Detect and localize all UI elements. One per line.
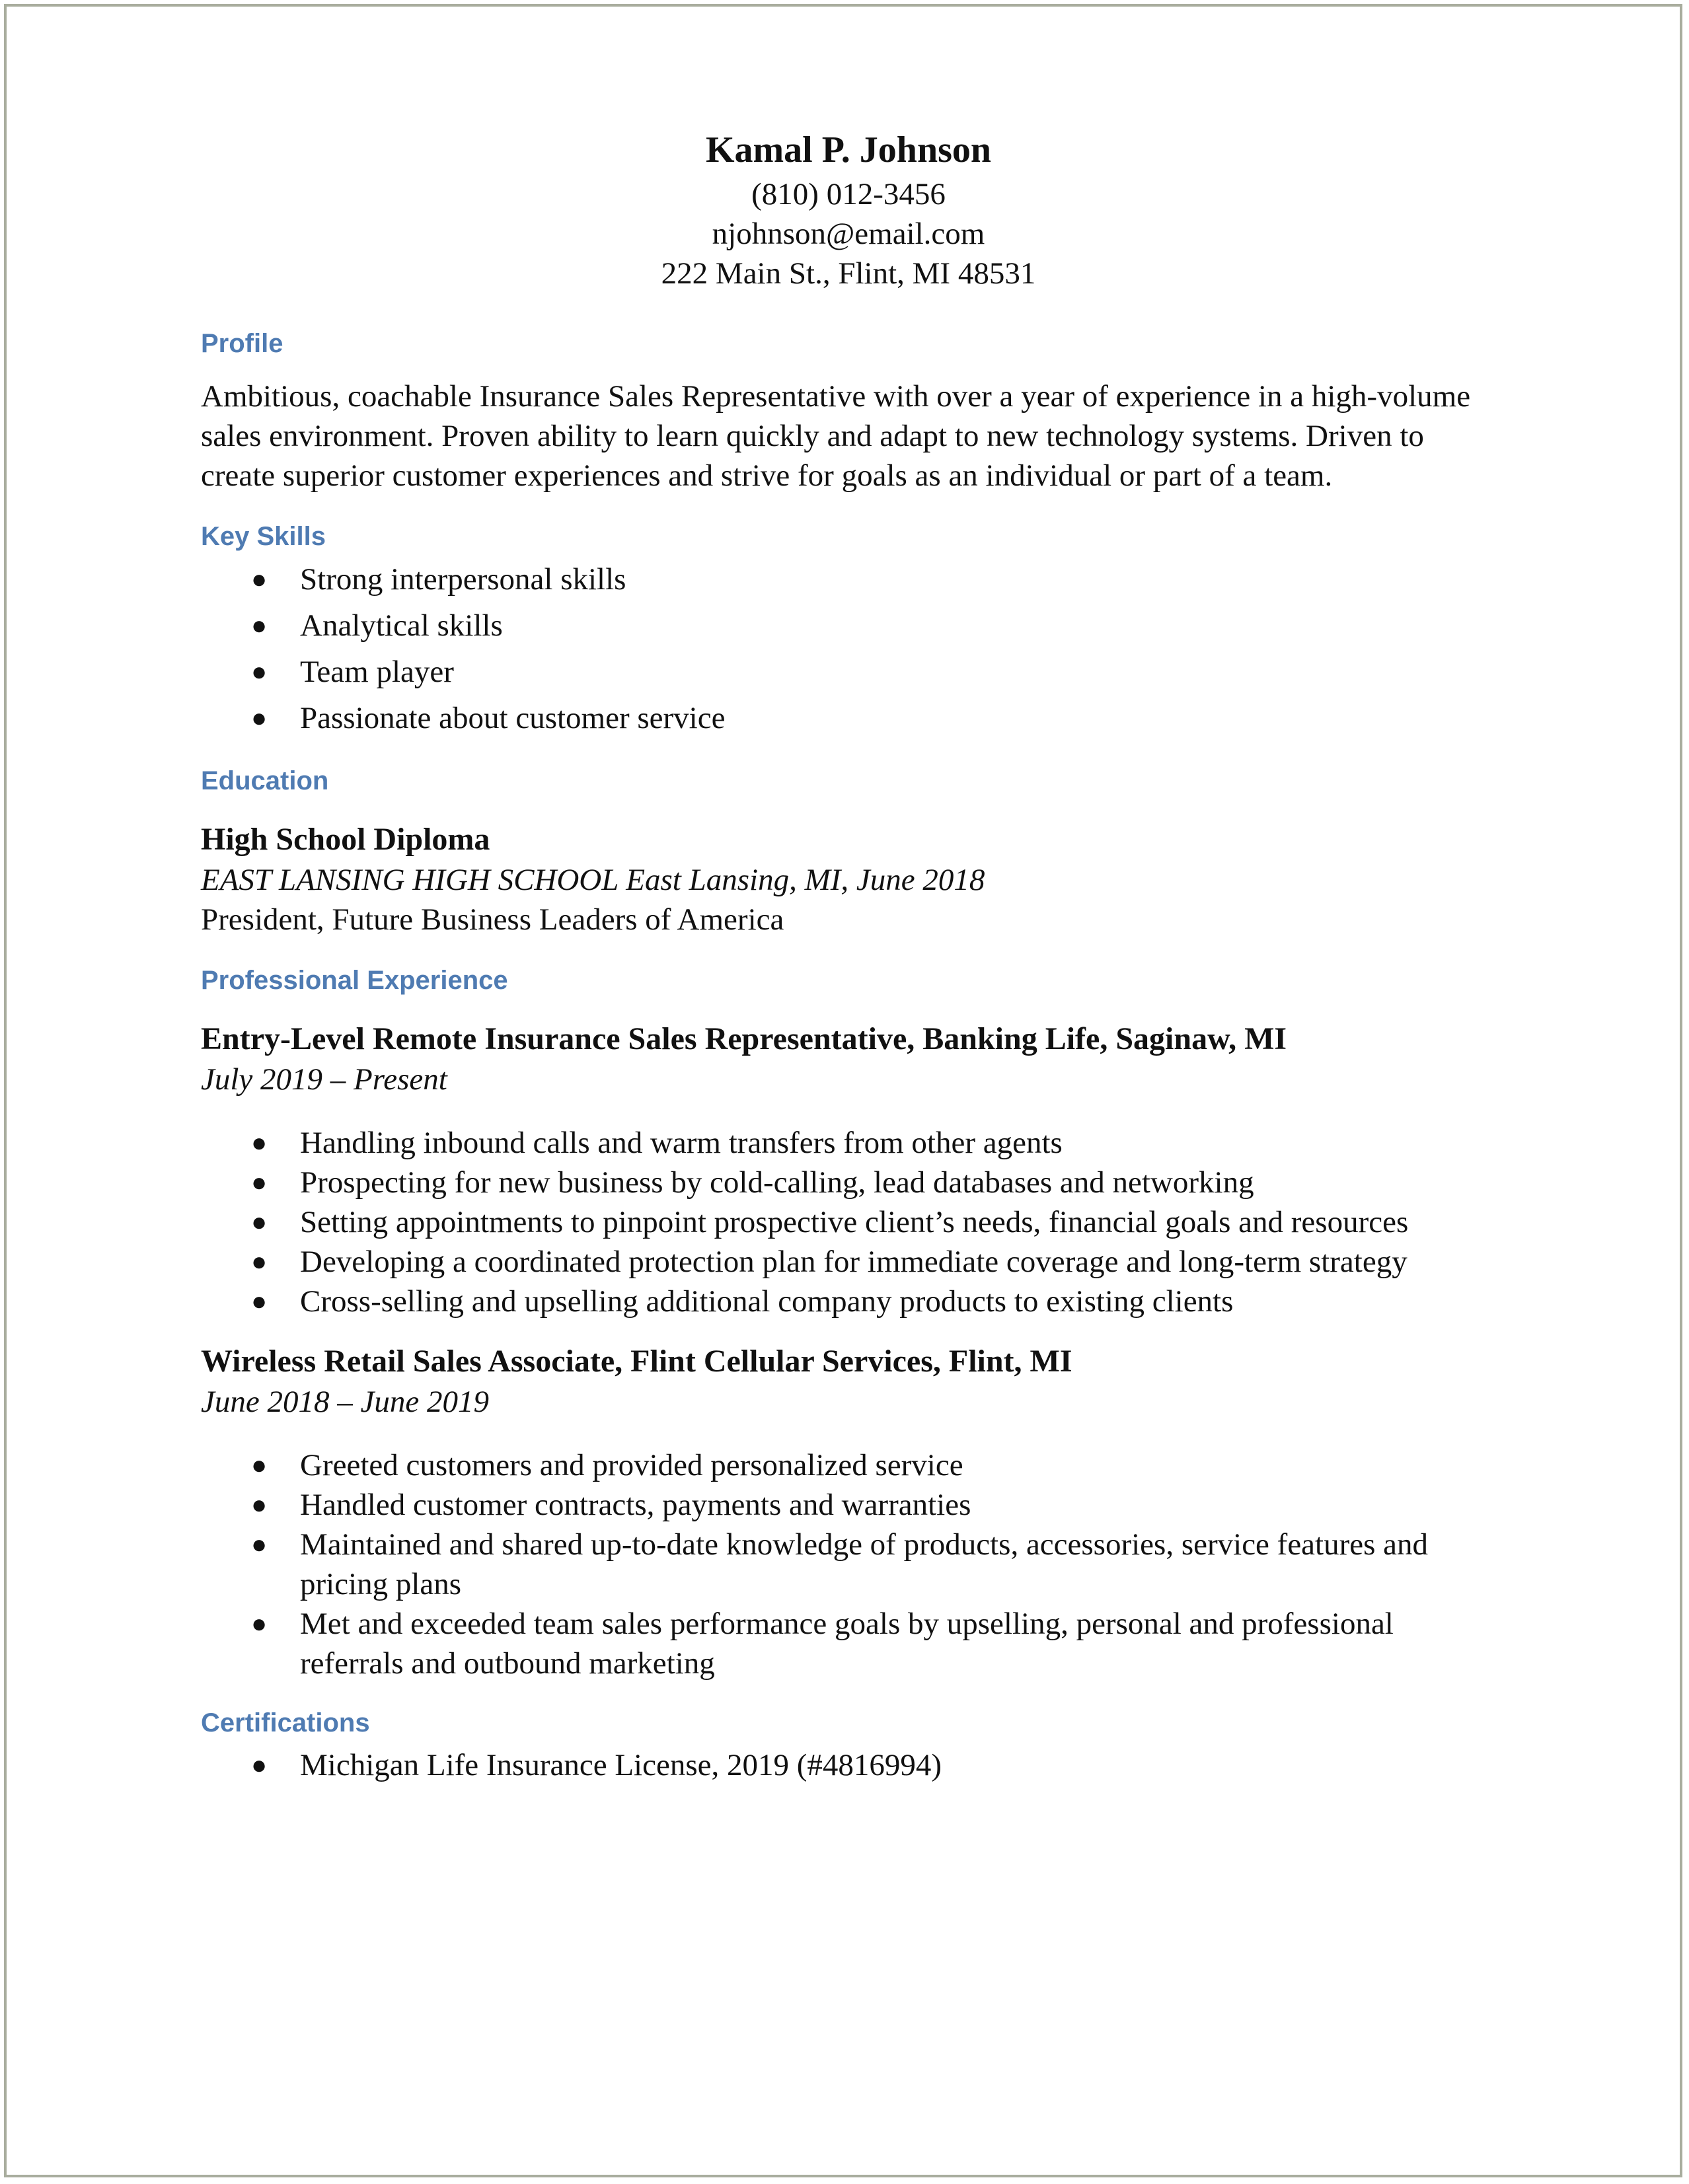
certifications-heading: Certifications	[201, 1708, 370, 1737]
job-dates: July 2019 – Present	[201, 1062, 447, 1097]
bullet-icon: ●	[251, 1286, 268, 1316]
skill-text: Analytical skills	[300, 608, 503, 643]
job-duties-list	[201, 1123, 1496, 1321]
skill-text: Team player	[300, 655, 454, 689]
duty-text: Developing a coordinated protection plan for immediate coverage and long-term strategy	[300, 1245, 1408, 1279]
education-section	[201, 764, 1496, 939]
bullet-icon: ●	[251, 1167, 268, 1197]
list-item	[201, 1604, 1496, 1683]
duty-text: Cross-selling and upselling additional company products to existing clients	[300, 1284, 1234, 1319]
job-duties-list	[201, 1445, 1496, 1683]
bullet-icon: ●	[251, 564, 268, 594]
duty-text: Maintained and shared up-to-date knowledge of products, accessories, service features and pricing plans	[300, 1527, 1429, 1601]
job-dates: June 2018 – June 2019	[201, 1385, 489, 1419]
resume-header	[201, 126, 1496, 293]
list-item	[201, 1745, 1496, 1785]
certifications-list	[201, 1745, 1496, 1785]
list-item	[201, 1242, 1496, 1282]
bullet-icon: ●	[251, 657, 268, 686]
profile-heading: Profile	[201, 329, 283, 358]
duty-text: Setting appointments to pinpoint prospective client’s needs, financial goals and resources	[300, 1205, 1409, 1239]
job-entry	[201, 1341, 1496, 1683]
bullet-icon: ●	[251, 1450, 268, 1480]
bullet-icon: ●	[251, 703, 268, 733]
bullet-icon: ●	[251, 1750, 268, 1780]
duty-text: Handling inbound calls and warm transfers from other agents	[300, 1126, 1063, 1160]
list-item	[201, 1163, 1496, 1202]
degree-title: High School Diploma	[201, 822, 490, 857]
list-item	[201, 1123, 1496, 1163]
skills-list	[201, 556, 1496, 741]
bullet-icon: ●	[251, 1128, 268, 1157]
list-item	[201, 1202, 1496, 1242]
experience-heading: Professional Experience	[201, 966, 508, 995]
job-title: Wireless Retail Sales Associate, Flint Cellular Services, Flint, MI	[201, 1344, 1072, 1379]
phone-number: (810) 012-3456	[751, 177, 946, 211]
list-item	[201, 695, 1496, 741]
skills-heading: Key Skills	[201, 522, 326, 551]
education-heading: Education	[201, 766, 329, 795]
profile-section	[201, 326, 1496, 495]
list-item	[201, 1445, 1496, 1485]
list-item	[201, 602, 1496, 649]
experience-section	[201, 963, 1496, 1683]
bullet-icon: ●	[251, 1207, 268, 1237]
school-line: EAST LANSING HIGH SCHOOL East Lansing, MI, June 2018	[201, 863, 985, 897]
list-item	[201, 1525, 1496, 1604]
duty-text: Greeted customers and provided personalized service	[300, 1448, 963, 1482]
education-note: President, Future Business Leaders of America	[201, 902, 784, 937]
bullet-icon: ●	[251, 1247, 268, 1276]
street-address: 222 Main St., Flint, MI 48531	[661, 256, 1036, 291]
resume-document	[201, 126, 1496, 1785]
email-address: njohnson@email.com	[712, 217, 985, 251]
job-title: Entry-Level Remote Insurance Sales Representative, Banking Life, Saginaw, MI	[201, 1021, 1287, 1056]
job-entry	[201, 1019, 1496, 1321]
duty-text: Met and exceeded team sales performance goals by upselling, personal and professional referrals and outbound marketing	[300, 1607, 1394, 1681]
profile-text: Ambitious, coachable Insurance Sales Representative with over a year of experience in a high-volume sales environment. Proven ability to learn quickly and adapt to new technology systems. Driven to create superior customer experiences and strive for goals as an individual or part of a team.	[201, 379, 1471, 493]
certification-text: Michigan Life Insurance License, 2019 (#4816994)	[300, 1748, 942, 1782]
duty-text: Handled customer contracts, payments and warranties	[300, 1488, 971, 1522]
list-item	[201, 556, 1496, 602]
bullet-icon: ●	[251, 1490, 268, 1519]
candidate-name: Kamal P. Johnson	[705, 129, 992, 170]
bullet-icon: ●	[251, 610, 268, 640]
bullet-icon: ●	[251, 1609, 268, 1638]
skill-text: Strong interpersonal skills	[300, 562, 626, 597]
certifications-section	[201, 1706, 1496, 1785]
duty-text: Prospecting for new business by cold-calling, lead databases and networking	[300, 1165, 1254, 1200]
list-item	[201, 1282, 1496, 1321]
list-item	[201, 1485, 1496, 1525]
skills-section	[201, 519, 1496, 741]
skill-text: Passionate about customer service	[300, 701, 726, 735]
bullet-icon: ●	[251, 1529, 268, 1559]
list-item	[201, 649, 1496, 695]
